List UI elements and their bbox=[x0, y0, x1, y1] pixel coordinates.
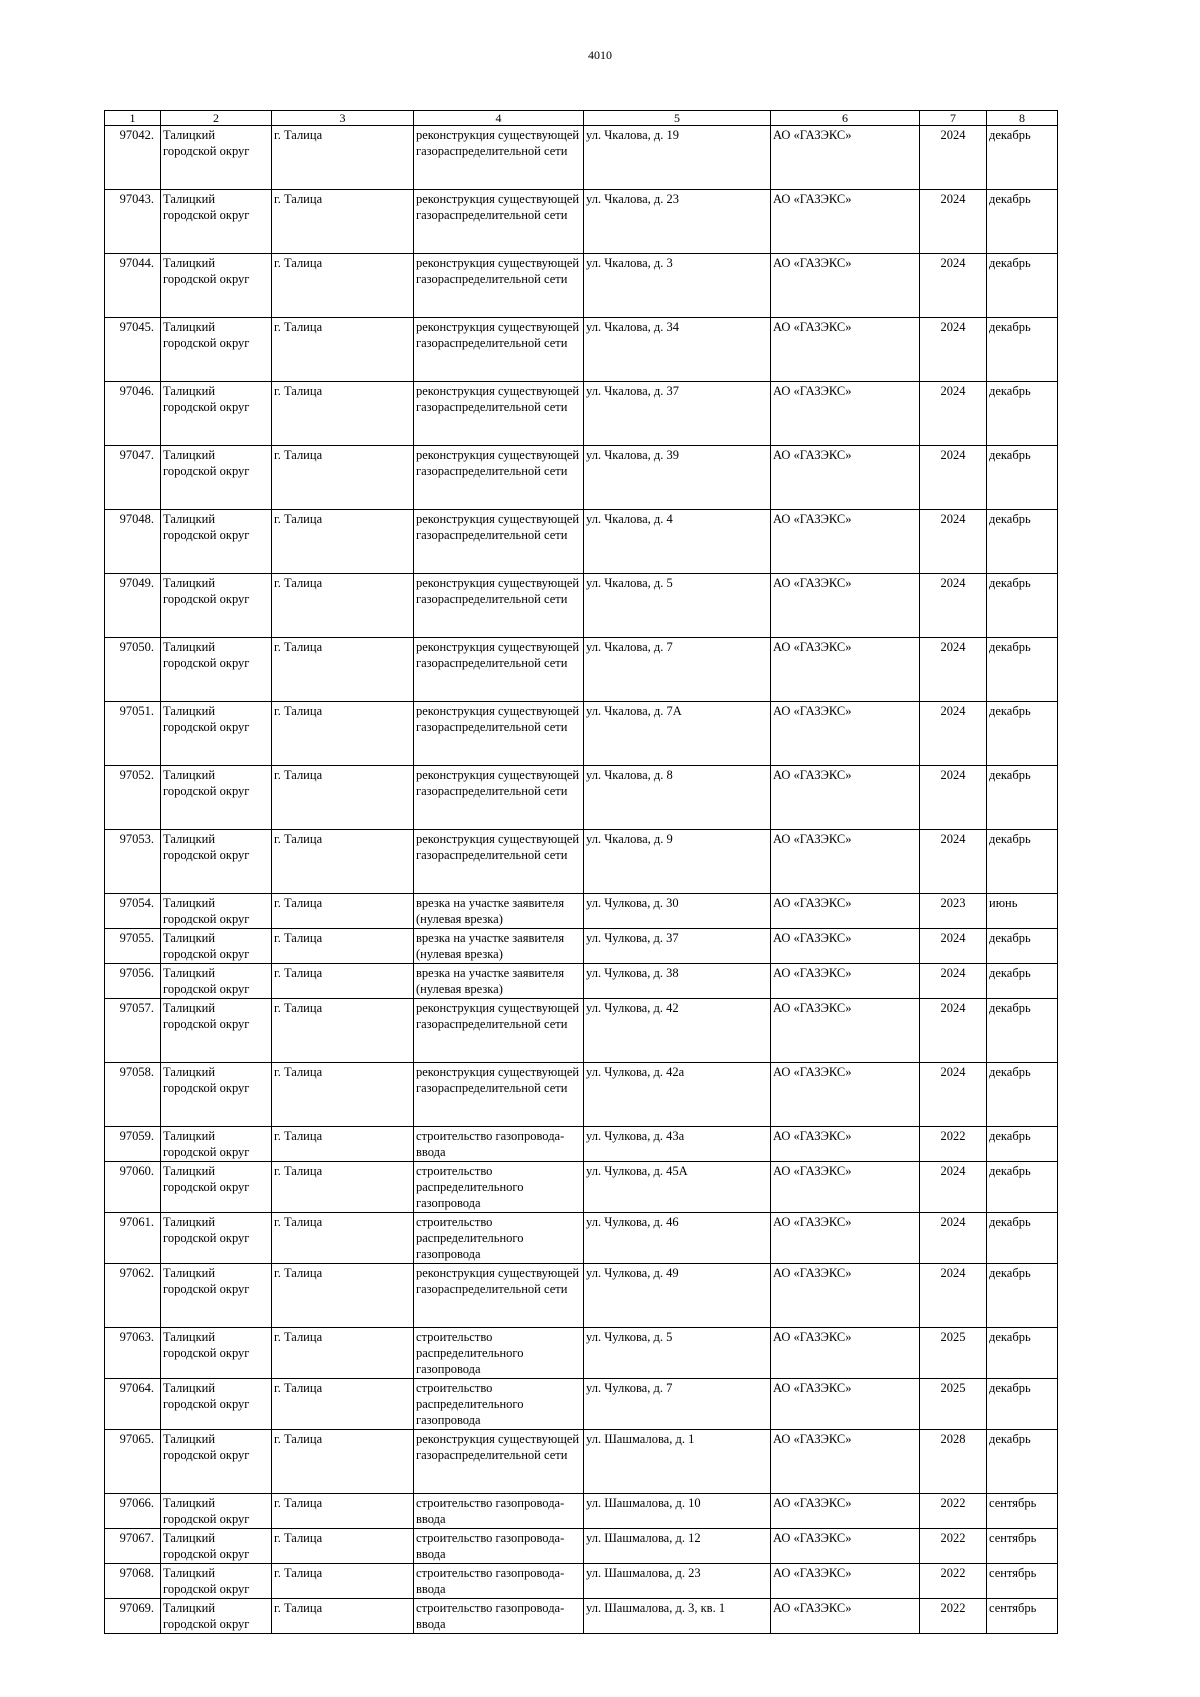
header-cell: 6 bbox=[771, 111, 920, 126]
address-cell: ул. Шашмалова, д. 10 bbox=[584, 1494, 771, 1529]
locality-cell: г. Талица bbox=[272, 1264, 414, 1328]
year-cell: 2024 bbox=[920, 1213, 987, 1264]
organization-cell: АО «ГАЗЭКС» bbox=[771, 510, 920, 574]
table-row bbox=[105, 766, 1058, 830]
district-cell: Талицкий городской округ bbox=[161, 446, 272, 510]
organization-cell: АО «ГАЗЭКС» bbox=[771, 964, 920, 999]
year-cell: 2023 bbox=[920, 894, 987, 929]
organization-cell: АО «ГАЗЭКС» bbox=[771, 1063, 920, 1127]
row-number-cell: 97064. bbox=[105, 1379, 161, 1430]
locality-cell: г. Талица bbox=[272, 126, 414, 190]
locality-cell: г. Талица bbox=[272, 1162, 414, 1213]
row-number-cell: 97058. bbox=[105, 1063, 161, 1127]
year-cell: 2024 bbox=[920, 190, 987, 254]
work-type-cell: врезка на участке заявителя (нулевая врезка) bbox=[414, 929, 584, 964]
work-type-cell: реконструкция существующей газораспределительной сети bbox=[414, 574, 584, 638]
header-cell: 8 bbox=[987, 111, 1058, 126]
district-cell: Талицкий городской округ bbox=[161, 1430, 272, 1494]
organization-cell: АО «ГАЗЭКС» bbox=[771, 1529, 920, 1564]
year-cell: 2022 bbox=[920, 1599, 987, 1634]
address-cell: ул. Чулкова, д. 45А bbox=[584, 1162, 771, 1213]
table-row bbox=[105, 1564, 1058, 1599]
row-number-cell: 97042. bbox=[105, 126, 161, 190]
work-type-cell: врезка на участке заявителя (нулевая врезка) bbox=[414, 894, 584, 929]
row-number-cell: 97065. bbox=[105, 1430, 161, 1494]
page-number: 4010 bbox=[588, 48, 612, 62]
work-type-cell: строительство газопровода-ввода bbox=[414, 1494, 584, 1529]
table-row bbox=[105, 126, 1058, 190]
month-cell: сентябрь bbox=[987, 1564, 1058, 1599]
address-cell: ул. Чкалова, д. 4 bbox=[584, 510, 771, 574]
district-cell: Талицкий городской округ bbox=[161, 1379, 272, 1430]
table-row bbox=[105, 702, 1058, 766]
year-cell: 2022 bbox=[920, 1494, 987, 1529]
month-cell: декабрь bbox=[987, 1379, 1058, 1430]
table-row bbox=[105, 1127, 1058, 1162]
address-cell: ул. Шашмалова, д. 23 bbox=[584, 1564, 771, 1599]
row-number-cell: 97068. bbox=[105, 1564, 161, 1599]
organization-cell: АО «ГАЗЭКС» bbox=[771, 1494, 920, 1529]
month-cell: декабрь bbox=[987, 446, 1058, 510]
organization-cell: АО «ГАЗЭКС» bbox=[771, 999, 920, 1063]
locality-cell: г. Талица bbox=[272, 190, 414, 254]
work-type-cell: реконструкция существующей газораспределительной сети bbox=[414, 1430, 584, 1494]
locality-cell: г. Талица bbox=[272, 999, 414, 1063]
year-cell: 2024 bbox=[920, 126, 987, 190]
address-cell: ул. Чкалова, д. 9 bbox=[584, 830, 771, 894]
year-cell: 2024 bbox=[920, 318, 987, 382]
row-number-cell: 97050. bbox=[105, 638, 161, 702]
row-number-cell: 97055. bbox=[105, 929, 161, 964]
work-type-cell: реконструкция существующей газораспределительной сети bbox=[414, 830, 584, 894]
locality-cell: г. Талица bbox=[272, 1564, 414, 1599]
work-type-cell: строительство распределительного газопровода bbox=[414, 1162, 584, 1213]
row-number-cell: 97046. bbox=[105, 382, 161, 446]
district-cell: Талицкий городской округ bbox=[161, 1599, 272, 1634]
year-cell: 2022 bbox=[920, 1529, 987, 1564]
address-cell: ул. Чулкова, д. 30 bbox=[584, 894, 771, 929]
row-number-cell: 97057. bbox=[105, 999, 161, 1063]
month-cell: декабрь bbox=[987, 318, 1058, 382]
row-number-cell: 97043. bbox=[105, 190, 161, 254]
table-row bbox=[105, 190, 1058, 254]
address-cell: ул. Чкалова, д. 34 bbox=[584, 318, 771, 382]
year-cell: 2025 bbox=[920, 1328, 987, 1379]
organization-cell: АО «ГАЗЭКС» bbox=[771, 446, 920, 510]
work-type-cell: реконструкция существующей газораспределительной сети bbox=[414, 702, 584, 766]
organization-cell: АО «ГАЗЭКС» bbox=[771, 190, 920, 254]
table-row bbox=[105, 638, 1058, 702]
row-number-cell: 97045. bbox=[105, 318, 161, 382]
organization-cell: АО «ГАЗЭКС» bbox=[771, 254, 920, 318]
row-number-cell: 97059. bbox=[105, 1127, 161, 1162]
organization-cell: АО «ГАЗЭКС» bbox=[771, 1430, 920, 1494]
work-type-cell: реконструкция существующей газораспределительной сети bbox=[414, 510, 584, 574]
organization-cell: АО «ГАЗЭКС» bbox=[771, 638, 920, 702]
month-cell: декабрь bbox=[987, 964, 1058, 999]
table-row bbox=[105, 929, 1058, 964]
work-type-cell: реконструкция существующей газораспределительной сети bbox=[414, 126, 584, 190]
address-cell: ул. Чулкова, д. 42а bbox=[584, 1063, 771, 1127]
table-row bbox=[105, 1162, 1058, 1213]
address-cell: ул. Чулкова, д. 37 bbox=[584, 929, 771, 964]
month-cell: декабрь bbox=[987, 574, 1058, 638]
district-cell: Талицкий городской округ bbox=[161, 510, 272, 574]
table-row bbox=[105, 1328, 1058, 1379]
month-cell: декабрь bbox=[987, 1213, 1058, 1264]
address-cell: ул. Чулкова, д. 46 bbox=[584, 1213, 771, 1264]
locality-cell: г. Талица bbox=[272, 446, 414, 510]
table-row bbox=[105, 999, 1058, 1063]
work-type-cell: строительство газопровода-ввода bbox=[414, 1529, 584, 1564]
district-cell: Талицкий городской округ bbox=[161, 254, 272, 318]
row-number-cell: 97049. bbox=[105, 574, 161, 638]
address-cell: ул. Чулкова, д. 7 bbox=[584, 1379, 771, 1430]
locality-cell: г. Талица bbox=[272, 1063, 414, 1127]
row-number-cell: 97053. bbox=[105, 830, 161, 894]
data-table bbox=[104, 110, 1058, 1634]
address-cell: ул. Чкалова, д. 39 bbox=[584, 446, 771, 510]
table-row bbox=[105, 1430, 1058, 1494]
row-number-cell: 97063. bbox=[105, 1328, 161, 1379]
row-number-cell: 97054. bbox=[105, 894, 161, 929]
row-number-cell: 97047. bbox=[105, 446, 161, 510]
work-type-cell: реконструкция существующей газораспределительной сети bbox=[414, 1063, 584, 1127]
locality-cell: г. Талица bbox=[272, 1430, 414, 1494]
locality-cell: г. Талица bbox=[272, 1213, 414, 1264]
district-cell: Талицкий городской округ bbox=[161, 1494, 272, 1529]
month-cell: декабрь bbox=[987, 510, 1058, 574]
table-row bbox=[105, 894, 1058, 929]
month-cell: декабрь bbox=[987, 1162, 1058, 1213]
year-cell: 2025 bbox=[920, 1379, 987, 1430]
address-cell: ул. Чулкова, д. 49 bbox=[584, 1264, 771, 1328]
table-row bbox=[105, 1213, 1058, 1264]
district-cell: Талицкий городской округ bbox=[161, 1162, 272, 1213]
district-cell: Талицкий городской округ bbox=[161, 190, 272, 254]
organization-cell: АО «ГАЗЭКС» bbox=[771, 702, 920, 766]
row-number-cell: 97056. bbox=[105, 964, 161, 999]
table-row bbox=[105, 446, 1058, 510]
address-cell: ул. Шашмалова, д. 1 bbox=[584, 1430, 771, 1494]
table-row bbox=[105, 382, 1058, 446]
month-cell: декабрь bbox=[987, 999, 1058, 1063]
row-number-cell: 97067. bbox=[105, 1529, 161, 1564]
work-type-cell: реконструкция существующей газораспределительной сети bbox=[414, 254, 584, 318]
month-cell: декабрь bbox=[987, 1264, 1058, 1328]
header-cell: 5 bbox=[584, 111, 771, 126]
organization-cell: АО «ГАЗЭКС» bbox=[771, 1127, 920, 1162]
district-cell: Талицкий городской округ bbox=[161, 1127, 272, 1162]
table-row bbox=[105, 254, 1058, 318]
district-cell: Талицкий городской округ bbox=[161, 766, 272, 830]
locality-cell: г. Талица bbox=[272, 1127, 414, 1162]
month-cell: сентябрь bbox=[987, 1494, 1058, 1529]
header-cell: 7 bbox=[920, 111, 987, 126]
month-cell: декабрь bbox=[987, 1063, 1058, 1127]
year-cell: 2024 bbox=[920, 1162, 987, 1213]
month-cell: декабрь bbox=[987, 254, 1058, 318]
table-row bbox=[105, 1529, 1058, 1564]
work-type-cell: строительство газопровода-ввода bbox=[414, 1127, 584, 1162]
organization-cell: АО «ГАЗЭКС» bbox=[771, 929, 920, 964]
year-cell: 2024 bbox=[920, 574, 987, 638]
address-cell: ул. Чкалова, д. 7А bbox=[584, 702, 771, 766]
table-row bbox=[105, 1264, 1058, 1328]
month-cell: сентябрь bbox=[987, 1599, 1058, 1634]
row-number-cell: 97066. bbox=[105, 1494, 161, 1529]
table-row bbox=[105, 830, 1058, 894]
year-cell: 2024 bbox=[920, 830, 987, 894]
district-cell: Талицкий городской округ bbox=[161, 964, 272, 999]
address-cell: ул. Чулкова, д. 42 bbox=[584, 999, 771, 1063]
year-cell: 2022 bbox=[920, 1127, 987, 1162]
organization-cell: АО «ГАЗЭКС» bbox=[771, 1379, 920, 1430]
header-cell: 3 bbox=[272, 111, 414, 126]
work-type-cell: реконструкция существующей газораспределительной сети bbox=[414, 1264, 584, 1328]
year-cell: 2022 bbox=[920, 1564, 987, 1599]
organization-cell: АО «ГАЗЭКС» bbox=[771, 1264, 920, 1328]
district-cell: Талицкий городской округ bbox=[161, 318, 272, 382]
address-cell: ул. Чкалова, д. 3 bbox=[584, 254, 771, 318]
district-cell: Талицкий городской округ bbox=[161, 1529, 272, 1564]
month-cell: декабрь bbox=[987, 382, 1058, 446]
month-cell: декабрь bbox=[987, 1328, 1058, 1379]
year-cell: 2024 bbox=[920, 382, 987, 446]
month-cell: декабрь bbox=[987, 126, 1058, 190]
work-type-cell: реконструкция существующей газораспределительной сети bbox=[414, 446, 584, 510]
row-number-cell: 97069. bbox=[105, 1599, 161, 1634]
work-type-cell: реконструкция существующей газораспределительной сети bbox=[414, 190, 584, 254]
locality-cell: г. Талица bbox=[272, 382, 414, 446]
organization-cell: АО «ГАЗЭКС» bbox=[771, 830, 920, 894]
work-type-cell: реконструкция существующей газораспределительной сети bbox=[414, 999, 584, 1063]
organization-cell: АО «ГАЗЭКС» bbox=[771, 1599, 920, 1634]
organization-cell: АО «ГАЗЭКС» bbox=[771, 1328, 920, 1379]
locality-cell: г. Талица bbox=[272, 318, 414, 382]
row-number-cell: 97052. bbox=[105, 766, 161, 830]
district-cell: Талицкий городской округ bbox=[161, 1264, 272, 1328]
year-cell: 2024 bbox=[920, 638, 987, 702]
locality-cell: г. Талица bbox=[272, 1599, 414, 1634]
row-number-cell: 97061. bbox=[105, 1213, 161, 1264]
year-cell: 2024 bbox=[920, 1063, 987, 1127]
locality-cell: г. Талица bbox=[272, 1328, 414, 1379]
table-row bbox=[105, 1379, 1058, 1430]
district-cell: Талицкий городской округ bbox=[161, 638, 272, 702]
address-cell: ул. Чкалова, д. 37 bbox=[584, 382, 771, 446]
work-type-cell: строительство газопровода-ввода bbox=[414, 1564, 584, 1599]
work-type-cell: реконструкция существующей газораспределительной сети bbox=[414, 766, 584, 830]
year-cell: 2024 bbox=[920, 254, 987, 318]
locality-cell: г. Талица bbox=[272, 894, 414, 929]
table-row bbox=[105, 574, 1058, 638]
district-cell: Талицкий городской округ bbox=[161, 1063, 272, 1127]
work-type-cell: реконструкция существующей газораспределительной сети bbox=[414, 382, 584, 446]
locality-cell: г. Талица bbox=[272, 929, 414, 964]
organization-cell: АО «ГАЗЭКС» bbox=[771, 766, 920, 830]
locality-cell: г. Талица bbox=[272, 702, 414, 766]
header-cell: 4 bbox=[414, 111, 584, 126]
month-cell: июнь bbox=[987, 894, 1058, 929]
organization-cell: АО «ГАЗЭКС» bbox=[771, 1162, 920, 1213]
month-cell: сентябрь bbox=[987, 1529, 1058, 1564]
address-cell: ул. Чкалова, д. 19 bbox=[584, 126, 771, 190]
header-cell: 2 bbox=[161, 111, 272, 126]
district-cell: Талицкий городской округ bbox=[161, 126, 272, 190]
work-type-cell: строительство распределительного газопровода bbox=[414, 1213, 584, 1264]
locality-cell: г. Талица bbox=[272, 638, 414, 702]
organization-cell: АО «ГАЗЭКС» bbox=[771, 126, 920, 190]
locality-cell: г. Талица bbox=[272, 510, 414, 574]
locality-cell: г. Талица bbox=[272, 766, 414, 830]
work-type-cell: строительство распределительного газопровода bbox=[414, 1328, 584, 1379]
locality-cell: г. Талица bbox=[272, 254, 414, 318]
month-cell: декабрь bbox=[987, 929, 1058, 964]
row-number-cell: 97048. bbox=[105, 510, 161, 574]
district-cell: Талицкий городской округ bbox=[161, 702, 272, 766]
district-cell: Талицкий городской округ bbox=[161, 830, 272, 894]
organization-cell: АО «ГАЗЭКС» bbox=[771, 574, 920, 638]
month-cell: декабрь bbox=[987, 190, 1058, 254]
address-cell: ул. Чулкова, д. 38 bbox=[584, 964, 771, 999]
address-cell: ул. Чкалова, д. 8 bbox=[584, 766, 771, 830]
row-number-cell: 97051. bbox=[105, 702, 161, 766]
organization-cell: АО «ГАЗЭКС» bbox=[771, 894, 920, 929]
year-cell: 2024 bbox=[920, 766, 987, 830]
district-cell: Талицкий городской округ bbox=[161, 1328, 272, 1379]
locality-cell: г. Талица bbox=[272, 964, 414, 999]
year-cell: 2024 bbox=[920, 1264, 987, 1328]
month-cell: декабрь bbox=[987, 1430, 1058, 1494]
address-cell: ул. Чкалова, д. 7 bbox=[584, 638, 771, 702]
year-cell: 2024 bbox=[920, 929, 987, 964]
address-cell: ул. Шашмалова, д. 3, кв. 1 bbox=[584, 1599, 771, 1634]
locality-cell: г. Талица bbox=[272, 1494, 414, 1529]
year-cell: 2028 bbox=[920, 1430, 987, 1494]
address-cell: ул. Чулкова, д. 43а bbox=[584, 1127, 771, 1162]
year-cell: 2024 bbox=[920, 446, 987, 510]
table-row bbox=[105, 1599, 1058, 1634]
header-cell: 1 bbox=[105, 111, 161, 126]
district-cell: Талицкий городской округ bbox=[161, 999, 272, 1063]
locality-cell: г. Талица bbox=[272, 1379, 414, 1430]
organization-cell: АО «ГАЗЭКС» bbox=[771, 1564, 920, 1599]
organization-cell: АО «ГАЗЭКС» bbox=[771, 1213, 920, 1264]
month-cell: декабрь bbox=[987, 638, 1058, 702]
month-cell: декабрь bbox=[987, 766, 1058, 830]
header-row bbox=[105, 111, 1058, 126]
locality-cell: г. Талица bbox=[272, 574, 414, 638]
organization-cell: АО «ГАЗЭКС» bbox=[771, 318, 920, 382]
year-cell: 2024 bbox=[920, 999, 987, 1063]
row-number-cell: 97062. bbox=[105, 1264, 161, 1328]
row-number-cell: 97060. bbox=[105, 1162, 161, 1213]
table-row bbox=[105, 1063, 1058, 1127]
table-row bbox=[105, 510, 1058, 574]
district-cell: Талицкий городской округ bbox=[161, 382, 272, 446]
year-cell: 2024 bbox=[920, 964, 987, 999]
locality-cell: г. Талица bbox=[272, 1529, 414, 1564]
table-row bbox=[105, 318, 1058, 382]
year-cell: 2024 bbox=[920, 510, 987, 574]
row-number-cell: 97044. bbox=[105, 254, 161, 318]
month-cell: декабрь bbox=[987, 1127, 1058, 1162]
district-cell: Талицкий городской округ bbox=[161, 574, 272, 638]
address-cell: ул. Шашмалова, д. 12 bbox=[584, 1529, 771, 1564]
address-cell: ул. Чкалова, д. 23 bbox=[584, 190, 771, 254]
district-cell: Талицкий городской округ bbox=[161, 1564, 272, 1599]
table-row bbox=[105, 1494, 1058, 1529]
year-cell: 2024 bbox=[920, 702, 987, 766]
work-type-cell: реконструкция существующей газораспределительной сети bbox=[414, 638, 584, 702]
work-type-cell: строительство распределительного газопровода bbox=[414, 1379, 584, 1430]
address-cell: ул. Чулкова, д. 5 bbox=[584, 1328, 771, 1379]
work-type-cell: строительство газопровода-ввода bbox=[414, 1599, 584, 1634]
organization-cell: АО «ГАЗЭКС» bbox=[771, 382, 920, 446]
district-cell: Талицкий городской округ bbox=[161, 929, 272, 964]
table-row bbox=[105, 964, 1058, 999]
district-cell: Талицкий городской округ bbox=[161, 894, 272, 929]
work-type-cell: врезка на участке заявителя (нулевая врезка) bbox=[414, 964, 584, 999]
address-cell: ул. Чкалова, д. 5 bbox=[584, 574, 771, 638]
district-cell: Талицкий городской округ bbox=[161, 1213, 272, 1264]
month-cell: декабрь bbox=[987, 830, 1058, 894]
month-cell: декабрь bbox=[987, 702, 1058, 766]
locality-cell: г. Талица bbox=[272, 830, 414, 894]
work-type-cell: реконструкция существующей газораспределительной сети bbox=[414, 318, 584, 382]
